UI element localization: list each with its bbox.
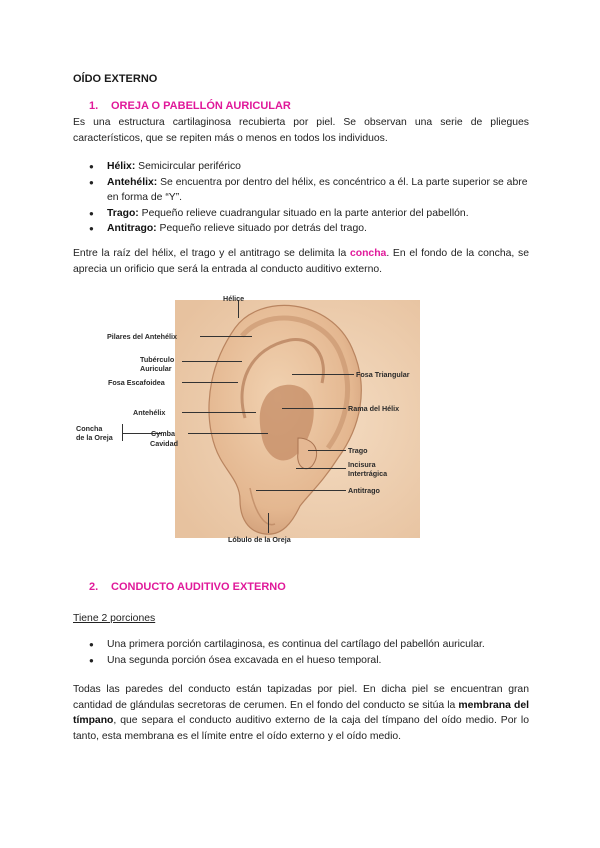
bullet-item-antitrago: [89, 221, 529, 237]
section-2-subheading: Tiene 2 porciones: [73, 613, 156, 624]
paragraph-text-start: Todas las paredes del conducto están tapizadas por piel. En dicha piel se encuentran gran cantidad de glándulas secretoras de cerumen. En el fondo del conducto se sitúa la: [73, 684, 529, 711]
bullet-term: Hélix:: [107, 161, 136, 172]
label-incisura: Incisura: [348, 460, 376, 469]
section-2-number: 2.: [89, 581, 99, 593]
section-1-heading-text: OREJA O PABELLÓN AURICULAR: [111, 100, 291, 112]
leader-line: [292, 374, 354, 375]
membrana-timpano-bold: membrana del tímpano: [73, 699, 529, 726]
ear-illustration: [60, 288, 420, 550]
bullet-item-helix: [89, 159, 529, 175]
bullet-item-cartilaginosa: ● Una primera porción cartilaginosa, es continua del cartílago del pabellón auricular.: [89, 637, 529, 653]
document-title: OÍDO EXTERNO: [73, 73, 158, 85]
bullet-text: Se encuentra por dentro del hélix, es concéntrico a él. La parte superior se abre en forma de “Y”.: [107, 176, 528, 203]
label-lobulo: Lóbulo de la Oreja: [228, 535, 291, 544]
label-rama-helix: Rama del Hélix: [348, 404, 400, 413]
paragraph-text-end: , que separa el conducto auditivo externo de la caja del tímpano del oído medio. Por lo tanto, esta membrana es el límite entre el oído externo y el oído medio.: [73, 715, 529, 742]
bullet-item-antehelix: [89, 175, 529, 206]
leader-line: [200, 336, 252, 337]
label-auricular: Auricular: [140, 364, 172, 373]
label-helice: Hélice: [223, 294, 245, 303]
label-concha: Concha: [76, 424, 103, 433]
closing-text-end: . En el fondo de la concha, se aprecia un orificio que será la entrada al conducto auditivo externo.: [73, 248, 529, 275]
bullet-text: Pequeño relieve situado por detrás del trago.: [156, 223, 367, 234]
section-1-number: 1.: [89, 100, 99, 112]
closing-text-start: Entre la raíz del hélix, el trago y el antitrago se delimita la: [73, 248, 350, 259]
leader-line: [256, 490, 346, 491]
bullet-term: Trago:: [107, 207, 139, 219]
bullet-item-osea: ● Una segunda porción ósea excavada en el hueso temporal.: [89, 653, 529, 669]
label-antehelix: Antehélix: [133, 408, 166, 417]
label-antitrago: Antitrago: [348, 486, 380, 495]
leader-line: [282, 408, 346, 409]
label-fosa-escafoidea: Fosa Escafoidea: [108, 378, 165, 387]
section-2-bullet-list: [89, 637, 529, 668]
leader-line: [182, 382, 238, 383]
label-de-la-oreja: de la Oreja: [76, 433, 113, 442]
section-2-paragraph: [73, 682, 529, 744]
section-2-heading: [89, 581, 286, 593]
label-tuberculo: Tubérculo: [140, 355, 175, 364]
leader-line: [296, 468, 346, 469]
section-2-heading-text: CONDUCTO AUDITIVO EXTERNO: [111, 581, 286, 593]
section-1-closing-paragraph: [73, 246, 529, 277]
bullet-term: Antitrago:: [107, 223, 157, 234]
label-intertragica: Intertrágica: [348, 469, 388, 478]
leader-line: [182, 412, 256, 413]
label-cymba: Cymba: [151, 429, 175, 438]
ear-anatomy-figure: [60, 288, 420, 550]
label-cavidad: Cavidad: [150, 439, 178, 448]
leader-line: [308, 450, 346, 451]
section-1-bullet-list: [89, 159, 529, 237]
bullet-text: Pequeño relieve cuadrangular situado en la parte anterior del pabellón.: [138, 207, 469, 219]
leader-line: [182, 361, 242, 362]
bullet-text: Semicircular periférico: [135, 161, 241, 172]
concha-highlight: concha: [349, 248, 387, 259]
bullet-term: Antehélix:: [107, 176, 158, 188]
label-fosa-triangular: Fosa Triangular: [356, 370, 410, 379]
section-1-intro: Es una estructura cartilaginosa recubierta por piel. Se observan una serie de pliegues característicos, que se repiten más o menos en todos los individuos.: [73, 117, 529, 144]
leader-line: [268, 513, 269, 533]
bullet-item-trago: [89, 206, 529, 222]
label-pilares-antehelix: Pilares del Antehélix: [107, 332, 178, 341]
label-trago: Trago: [348, 446, 368, 455]
section-1-heading: [89, 100, 291, 112]
leader-line: [188, 433, 268, 434]
